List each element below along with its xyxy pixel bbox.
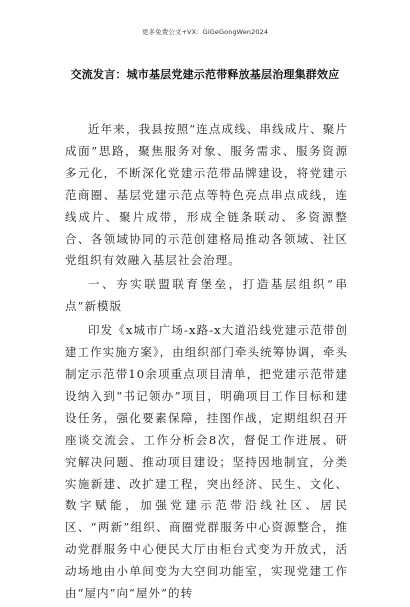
paragraph-section-1: 印发《x城市广场-x路-x大道沿线党建示范带创建工作实施方案》，由组织部门牵头统筹协调，牵头制定示范带10余项重点项目清单，把党建示范带建设纳入到“书记领办”项目，明确项目工作目标和建设任务，强化要素保障，挂图作战，定期组织召开座谈交流会、工作分析会8次，督促工作进展、研究解决问题、推动项目建设；坚持因地制宜，分类实施新建、改扩建工程，突出经济、民生、文化、数字赋能，加强党建示范带沿线社区、居民区、“两新”组织、商圈党群服务中心资源整合，推动党群服务中心便民大厅由柜台式变为开放式，活动场地由小单间变为大空间功能室，实现党建工作由“屋内”向“屋外”的转 xyxy=(65,323,348,601)
section-heading-1: 一、夯实联盟联育堡垒，打造基层组织“串点”新模版 xyxy=(65,277,348,314)
paragraph-intro: 近年来，我县按照“连点成线、串线成片、聚片成面”思路，聚焦服务对象、服务需求、服务资源多元化，不断深化党建示范带品牌建设，将党建示范商圈、基层党建示范点等特色亮点串点成线，连线成片、聚片成带，形成全链条联动、多资源整合、各领域协同的示范创建格局推动各领域、社区党组织有效融入基层社会治理。 xyxy=(65,122,348,268)
document-body xyxy=(65,119,348,607)
document-title: 交流发言：城市基层党建示范带释放基层治理集群效应 xyxy=(70,68,340,81)
header-note: 更多免费公文+VX：GiGeGongWen2024 xyxy=(141,28,269,36)
